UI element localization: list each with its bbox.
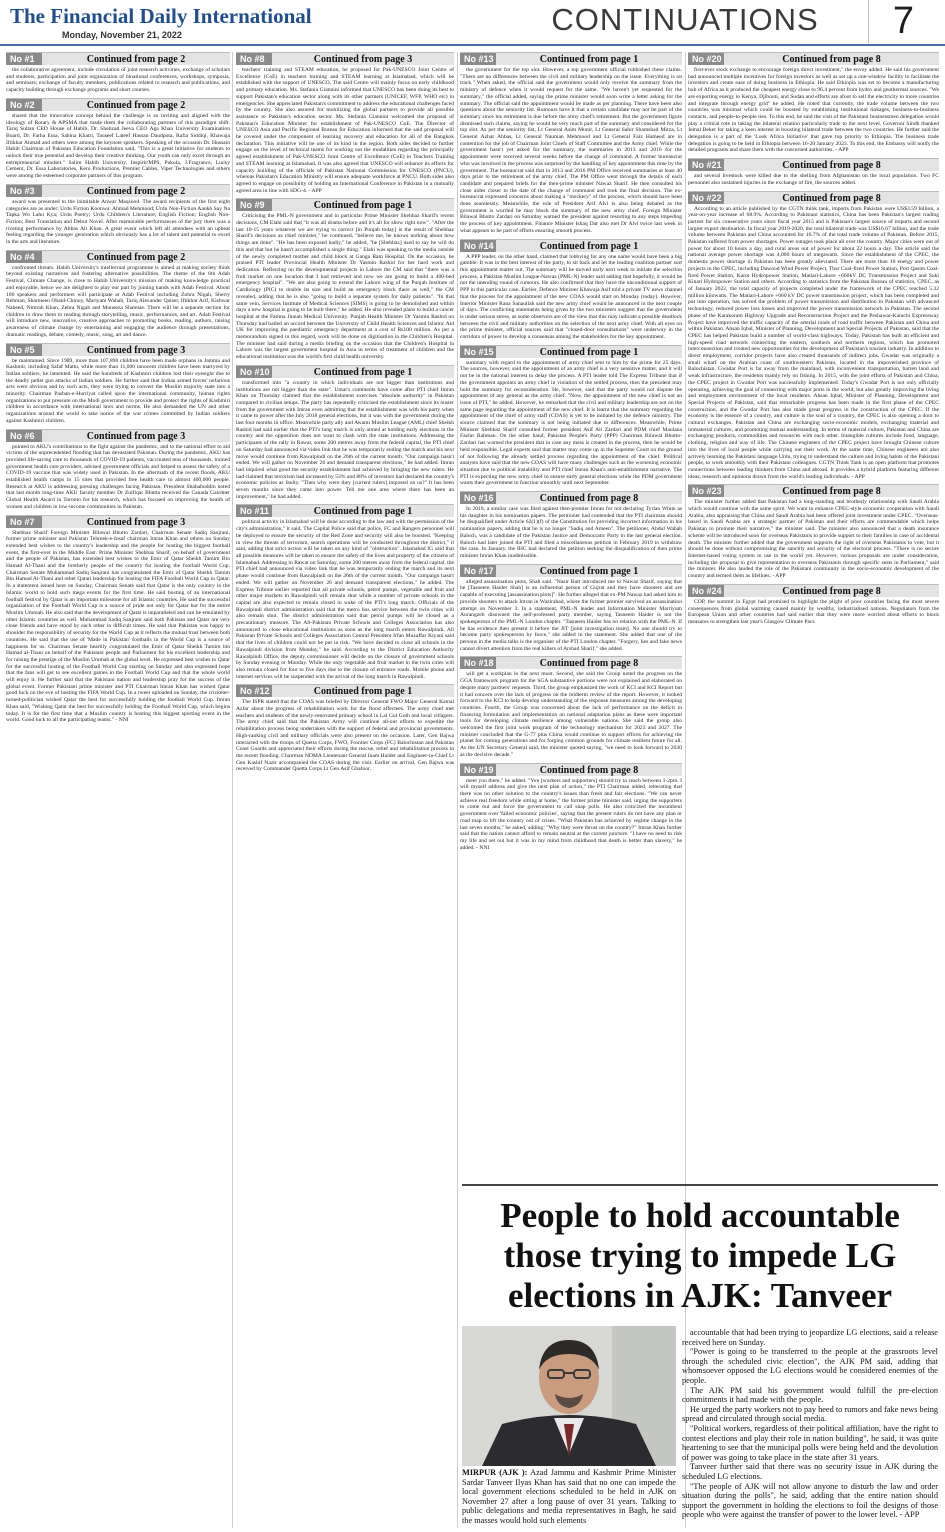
continuation-story — [688, 52, 939, 154]
story-text: alleged assassination plots, Shah said. "Nasir Butt introduced me to Nawaz Sharif, saying that he [Tasneem Haider Shah] is an influential person of Gujrat and they have shooters and are capable of executing [assassination plots]". He further alleged that ex-PM Nawaz had asked him to provide shooters to attack Imran in Wazirabad, where the former premier survived an assassination attempt on November 3. In a statement, PML-N leader and Information Minister Marriyum Aurangzeb disowned the self-professed party member, saying Tasneem Haider is not the spokesperson of the PML-N London chapter. "Tasneem Haider has no relation with the PML-N. If he has evidence then present it before the JIT [joint investigation team]. No one should try to become party spokesperson by force," she added in the statement. She added that one of the persons in the media talks is the organiser of the PTI London chapter. "Forgery, lies and fake news cannot divert attention from the real killers of Arshad Sharif," she added. — [460, 578, 682, 652]
story-kicker — [6, 429, 230, 442]
lead-story-paragraph: Tanveer further said that there was no security issue in AJK during the scheduled LG elections. — [682, 1462, 938, 1481]
continued-page-number: 2 — [180, 185, 186, 197]
story-number: No #7 — [6, 516, 42, 528]
continued-from-label — [496, 657, 682, 669]
story-kicker — [236, 365, 454, 378]
continuation-story — [6, 98, 230, 180]
continued-label-text: Continued from page — [539, 240, 631, 252]
continued-from-label — [496, 492, 682, 504]
story-text: meet you there," he added. "You [workers and supporters] should try to reach between 1-2pm. I will myself address and give the next plan of action," the PTI Chairman added, reiterating that there was no other solution to the country's issues than fresh and fair elections. "We can never achieve real freedom while sitting at home," the former prime minister said, urging the supporters to come out and force the government to call snap polls. He also criticized the incumbent government over 'failed economic policies', saying that the present rulers do not have any plan or road map to lift the country out of crises. "What Pakistan has achieved by regime change in the last seven months," he asked, adding: "Why they were thrust on the country?" Imran Khan further said that the nation cannot afford to remain neutral at the current juncture. "I have no need to risk my life and set out but it was in my mind from childhood that death is better than slavery," he added. - NNI — [460, 777, 682, 851]
continued-from-label — [724, 485, 939, 497]
story-text: first-ever stock exchange to encourage foreign direct investment," the envoy added. He said his government had announced multiple incentives for foreign investors as well as set up a one-window facility to facilitate the investors and create ease of doing business in Ethiopia. He said Ethiopia was set to become a manufacturing hub of Africa as it produced the cheapest energy close to 96.4 percent from hydro and geothermal sources. "We are exporting energy to Kenya, Djibouti, and Sudan and efforts are afoot to sell the electricity to more countries and integrate through energy grid" he added. He noted that currently, the trade volume between the two countries was minimal which could be boosted by establishing institutional linkages, business-to-business contacts, and people-to-people ties. To this end, he said the visit of the Pakistani businessmen delegation would play a critical role in taking the bilateral relation particularly trade to the next level. Governor Sindh thanked Jemal Beker for taking a keen interest in boosting bilateral trade between the two countries. He further said the delegation is a part of the 'Look Africa Initiative' that gave top priority to Ethiopia. The business trade delegation is going to be held in Ethiopia between 16-20 January 2023. To this end, the Embassy will notify the detailed programs and share them with the concerned authorities. - APP — [688, 67, 939, 154]
continued-label-text: Continued from page — [86, 516, 178, 528]
story-number: No #23 — [688, 485, 724, 497]
continued-page-number: 3 — [180, 430, 186, 442]
continued-page-number: 1 — [633, 54, 639, 65]
lead-story-paragraph: accountable that had been trying to jeopardize LG elections, said a release received here on Sunday. — [682, 1328, 938, 1347]
continuation-story — [236, 365, 454, 501]
story-text: Shehbaz Sharif Foreign Minister Bilawal Bhutto Zardari, Chairman Senate Sadiq Sanjrani, former prime minister and Pakistan Tehreek-e-Insaf chairman Imran Khan and others on Sunday extended best wishes to the country's leadership and the people for hosting the biggest football event, the first-ever in the Middle East. Prime Minister Shehbaz Sharif, on behalf of government and the people of Pakistan, has extended best wishes to the Emir of Qatar Sheikh Tamim Bin Hamad Al-Thani and the brotherly people of the country for hosting the football World Cup. Chairman Senate Muhammad Sadiq Sanjrani has congratulated the Emir of Qatar Sheikh Tamim Bin Hamad Al-Thani and other Qatari leadership for hosting the FIFA Football World Cup in Qatar. In a statement issued here on Sunday, Chairman Senate said that Qatar is the only country in the Islamic world to hold such mega events for the first time. He said hosting of an international football festival by Qatar is an important milestone for all Islamic countries. He said the successful organization of the Football World Cup is a source of pride not only for Qatar but for the entire Muslim Ummah. He also said that the development of Qatar is unparalleled and can be emulated by other Islamic countries as well. Muhammad Sadiq Sanjrani said both Pakistan and Qatar are very close friends and have stood by each other in difficult times. He said that Pakistan was happy to shoulder the responsibility of security for the World Cup as it reflects the mutual trust between both countries. He said that the use of 'Made in Pakistan' footballs in the World Cup is a source of happiness for us. Chairman Senate heartily congratulated the Emir of Qatar Sheikh Tamim bin Hamad al-Thani on behalf of the Pakistani people and Parliament for his excellent leadership and for raising the prestige of the Muslim Ummah at the global level. He expressed best wishes to Qatar for the successful hosting of the Football World Cup starting on Sunday and also expressed hope that the fans will get to see excellent games in the Football World Cup and that the whole world will enjoy it. He further said that the Pakistani nation and leadership pray for the success of the global event. Former Pakistani prime minister and PTI Chairman Imran Khan has wished Qatar good luck on the eve of hosting the FIFA World Cup. In a tweet uploaded on Sunday, the cricketer-turned-politician wished Qatar the best for successfully holding the football World Cup. Imran Khan said, "Wishing Qatar the best for successfully holding the Football World Cup, which begins today. It is for the first time that a Muslim country is hosting this biggest sporting event in the world. Good luck to all the participating teams." - NNI — [6, 529, 230, 724]
continued-from-label — [496, 346, 682, 358]
story-text: The minister further added that Pakistan had a long-standing and brotherly relationship with Saudi Arabia which would continue with the same spirit. We want to enhance CPEC-style economic cooperation with Saudi Arabia, also appraising that China and Saudi Arabia had been offered joint investment under CPEC. "Overseas-based in Saudi Arabia are a strategic partner of Pakistan and their efforts are commendable which helps Pakistan to promote their narrative," the minister said. The minister also announced that a death insurance scheme will be introduced soon for overseas Pakistanis to provide support to their families in case of accidental death. The minister further added that the government supports the right of overseas Pakistanis to vote, but it should be done without compromising the sanctity and security of the electoral process. "There is no secure Internet-based voting system in use in the world yet. However, various proposals are under consideration, including the proposal to give representation to overseas Pakistanis through specific seats in Parliament," said the minister. He also lauded the role of the Pakistani community in the socio-economic development of the country and termed them as lifelines. - APP — [688, 499, 939, 580]
story-kicker — [6, 250, 230, 263]
lead-story-caption — [462, 1468, 676, 1526]
continued-from-label — [724, 192, 939, 204]
story-text: teachers' training and STEAM education, he proposed for Pak-UNESCO Joint Centre of Excellence (CoE) in teachers training and STEAM learning at Islamabad, which will be established with the support of UNESCO. The said Centre will mainly focus on early childhood and primary education. Ms. Stefania Giannini informed that UNESCO has been doing its best to support Pakistan's education sector along with its other partners (UNICEF, WFP, WHO etc) in emergencies. She appreciated Pakistan's commitment to address the educational challenges faced by the country. She also assured for mobilizing the global partners to provide all possible assistance to Pakistan's education sector. Ms. Stefania Giannini welcomed the proposal of Pakistan's Education Minister for establishment of Pak-UNESCO CoE. The Director of UNESCO Asia and Pacific Regional Bureau for Education informed that the said proposal will be covered under the component of learning recovery and education for all of the Bangkok declaration. This initiative will be one of its kind in the region. Both sides decided to further engage on the level of technical teams for working out the modalities regarding the principally agreed establishment of Pak-UNESCO Joint Centre of Excellence (CoE) in Teachers Training and STEAM learning at Islamabad. It was also agreed that UNESCO will enhance its efforts for capacity building of the officials of Pakistan National Commission for UNESCO (PNCU), whereas Pakistan's Education Ministry will ensure adequate workforce at PNCU. Both sides also agreed to engage on possibility of holding an International Conference in Pakistan in a mutually agreed area in line with SDG-4. - APP — [236, 67, 454, 194]
continued-label-text: Continued from page — [86, 430, 178, 442]
column-1 — [6, 52, 230, 1528]
page-number: 7 — [868, 0, 938, 43]
story-number: No #2 — [6, 99, 42, 111]
story-kicker — [236, 504, 454, 517]
story-text: Criticising the PML-N government and in particular Prime Minister Shehbaz Sharif's recent decisions, CM Elahi said that "it was all drama before and it's all for show right now". "After the last 10-15 years whatever we are trying to correct [in Punjab today] is the result of Shehbaz Sharif's decisions as chief minister," he continued, "believe me, he knows nothing about how things are done". "He has been exposed badly," he added, "he [Shehbaz] used to say he will do this and that but he hasn't accomplished a single thing." Elahi was speaking to the media outside of the newly completed mother and child block at Ganga Ram Hospital. On the occasion, he praised PTI leader Provincial Health Minister Dr Yasmin Rashid for her hard work and dedication. Reflecting on the developmental projects in Lahore the CM said that "there was a fruit market on one location that I had retrieved and now we are going to build a 400-bed emergency hospital". "We are also going to extend the Lahore wing of the Punjab Institute of Cardiology (PIC) to double its size and build an emergency block there as well," the CM revealed, adding that he is also "going to build a separate system for daily patients". "In that same vein, Services Institute of Medical Sciences [SIMS] is going to be demolished and within days a new hospital is going to be built there," he added. He also revealed plans to build a cancer hospital at the Fatima Jinnah Medical University. Punjab Health Minister Dr Yasmin Rashid on Thursday had hailed an accord between the University of Child Health Sciences and Islamic Aid UK for improving the paediatric emergency department at a cost of Rs100 million. As per a memorandum signed in this regard, work will be done on digitisation in the Children's Hospital. The minister had said during a media briefing on the occasion that the Children's Hospital in Lahore was the largest government hospital in Asia in terms of treatment of children and the educational institution was the world's first child health university. — [236, 213, 454, 361]
issue-date: Monday, November 21, 2022 — [62, 30, 182, 40]
continuation-story — [236, 504, 454, 680]
continued-from-label — [724, 53, 939, 65]
continuation-story — [688, 191, 939, 481]
continuation-story — [460, 656, 682, 758]
lead-story-headline-box — [462, 1184, 938, 1324]
continued-page-number: 8 — [875, 585, 881, 597]
continued-label-text: Continued from page — [86, 185, 178, 197]
lead-story-body — [682, 1328, 938, 1520]
continuation-story — [236, 684, 454, 773]
lead-story-paragraph: "Political workers, regardless of their political affiliation, have the right to contest elections and play their role in nation building", he said, it was quite heartening to see that the municipal polls were being held and the devolution of power was going to take place in the state after 31 years. — [682, 1423, 938, 1462]
continued-page-number: 1 — [407, 506, 413, 518]
story-number: No #14 — [460, 240, 496, 252]
story-text: In 2018, a similar case was filed against then-premier Imran for not declaring Tyrian White as his daughter in his nomination papers. The petitioner had contended that the PTI chairman should be disqualified under Article 62(1)(f) of the Constitution for providing incorrect information in his nomination papers, adding that he is no longer "Sadiq and Ameen". The petitioner, Abdul Wahab Baloch, was a candidate of the Pakistan Justice and Democratic Party in the last general election. Baloch had later joined the PTI and filed a miscellaneous petition in February 2019 to withdraw the case. In January, the IHC had declared the petition seeking the disqualification of then prime minister Imran Khan inadmissible. — [460, 506, 682, 559]
story-kicker — [460, 564, 682, 577]
story-number: No #16 — [460, 492, 496, 504]
story-number: No #8 — [236, 53, 272, 65]
story-kicker — [688, 52, 939, 65]
story-kicker — [6, 343, 230, 356]
story-number: No #10 — [236, 366, 272, 378]
continuation-story — [460, 564, 682, 653]
continued-page-number: 8 — [875, 192, 881, 204]
story-number: No #9 — [236, 199, 272, 211]
story-kicker — [236, 198, 454, 211]
story-text: summary with regard to the appointment of army chief sent to him by the prime for 25 days. The sources, however, said the appointment of an army chief is a very sensitive matter, and it will not be in the national interest to delay the process. A PTI leader told The Express Tribune that if the government appoints an army chief in violation of the settled process, then the president may hold the summary for reconsideration. He, however, said that the party would not dispute the appointment of any general as the army chief. "Now, the appointment of the new chief is not an issue of PTI," he added. However, he remarked that the civil and military leadership are not on the same page regarding the appointment of the new chief. It is learnt that the summary regarding the appointment of the chief of army staff (COAS) is yet to be initiated by the defence ministry. The source claimed that the summary is not being initiated due to differences. Meanwhile, Prime Minister Shehbaz Sharif consulted former president Asif Ali Zardari and PDM chief Maulana Fazlur Rahman. On the other hand, Pakistan People's Party (PPP) Chairman Bilawal Bhutto-Zardari has warned the president that in case any mess is created in the process, then he would be held responsible. Legal experts said that matter may come up in the Supreme Court on the ground of not following the already settled process regarding the appointment of the chief. Political analysts have said that the new COAS will have many challenges such as the worsening economic situation due to political instability and PTI chief Imran Khan's anti-establishment narrative. The PTI is expecting the new army chief to ensure early general elections while the PDM government wants their government to function smoothly until next September. — [460, 359, 682, 487]
continued-page-number: 1 — [407, 366, 413, 378]
continued-label-text: Continued from page — [782, 160, 874, 172]
continued-label-text: Continued from page — [782, 585, 874, 597]
story-text: COP, the summit in Egypt had promised to highlight the plight of poor countries facing the most severe consequences from global warming caused mainly by wealthy, industrialised nations. Negotiators from the European Union and other countries had said earlier that they were more worried about efforts to block measures to strengthen last year's Glasgow Climate Pact. — [688, 598, 939, 625]
continuation-story — [688, 158, 939, 186]
continued-label-text: Continued from page — [539, 493, 631, 505]
continued-label-text: Continued from page — [539, 764, 631, 776]
continuation-story — [6, 250, 230, 339]
continued-label-text: Continued from page — [782, 486, 874, 498]
continued-label-text: Continued from page — [86, 54, 178, 65]
continuation-story — [6, 52, 230, 94]
lead-story-paragraph: The AJK PM said his government would fulfill the pre-election commitments it had made with the people. — [682, 1385, 938, 1405]
caption-dateline: MIRPUR (AJK ): — [462, 1468, 528, 1477]
continued-from-label — [724, 159, 939, 171]
story-text: be maintained. Since 1989, more than 107,890 children have been made orphans in Jammu and Kashmir, including Safaf Mattu, while more than 11,000 innocent children have been martyred by Indian soldiers, he lamented. He said the hundreds of Kashmiri children lost their eyesight due to the deadly pellet gun attacks of Indian soldiers. He further said that Indian armed forces' nefarious acts were obvious and by such acts, they were trying to convert the Muslim majority state into a minority. Chairman Pasban-e-Hurriyat called upon the international community, human rights organizations to put pressure on the Modi government to provide and protect the rights of Kashmiri children in accordance with international laws and norms. He also demanded the UN and other organizations around the world to take notice of the war crimes committed by Indian soldiers against Kashmiri children. — [6, 357, 230, 424]
continued-from-label — [42, 53, 230, 65]
story-kicker — [236, 684, 454, 697]
continued-page-number: 1 — [633, 346, 639, 358]
continuation-story — [688, 584, 939, 626]
story-number: No #20 — [688, 53, 724, 65]
continued-page-number: 3 — [180, 516, 186, 528]
continued-page-number: 1 — [407, 200, 413, 212]
continuation-story — [6, 343, 230, 425]
continued-page-number: 1 — [633, 240, 639, 252]
story-kicker — [236, 52, 454, 65]
story-number: No #22 — [688, 192, 724, 204]
continued-label-text: Continued from page — [782, 54, 874, 65]
continued-label-text: Continued from page — [86, 344, 178, 356]
continued-page-number: 2 — [180, 99, 186, 111]
story-number: No #1 — [6, 53, 42, 65]
continuation-story — [460, 763, 682, 852]
story-kicker — [460, 491, 682, 504]
continued-page-number: 1 — [407, 686, 413, 698]
continued-page-number: 8 — [875, 54, 881, 65]
story-text: political activity in Islamabad will be done according to the law and with the permission of the city's administration," it said. The Capital Police said that police, FC and Rangers personnel will be deployed to ensure the security of the Red Zone and security will also be boosted. "Keeping in view the threats of terrorism, search operations will be conducted throughout the district," it said, adding that strict action will be taken on any kind of "obstruction". Islamabad IG said that all possible measures will be taken to ensure the safety of the lives and property of the citizens of Islamabad. Addressing in Rawat on Saturday, some 200 metres away from the federal capital, the PTI chief had announced via video link that he was temporarily ending the march and its next phase would continue from Rawalpindi on the 26th of the current month. "Our campaign hasn't ended. We will gather on November 26 and demand transparent elections," he added. The Express Tribune earlier reported that all private schools, petrol pumps, vegetable and fruit and other major markets in Rawalpindi will remain shut while a number of private schools in the capital are also expected to remain closed in wake of the PTI's long march. Officials of the Rawalpindi district administration said that the metro bus service between the twin cities will also remain shut. The district administration said that petrol pumps will be closed as a precautionary measure. The All-Pakistan Private Schools and Colleges Association has also announced to close educational institutions as soon as the long march enters Rawalpindi. All Pakistan Private Schools and Colleges Association Central President Irfan Muzaffar Kiyani said that the lives of children could not be put in risk. "We have decided to close all schools in the Rawalpindi division from Monday," he said. According to the District Education Authority Rawalpindi Office, the deputy commissioner will decide on the closure of government schools by Sunday evening or Monday. While the only vegetable and fruit market in the twin cities will also remain closed for four to five days due to the closure of entrance roads. Mobile phone and internet services will be suspended with the arrival of the long march in Rawalpindi. — [236, 519, 454, 680]
continued-page-number: 3 — [407, 54, 413, 65]
column-rule — [232, 52, 233, 1528]
continuation-story — [460, 491, 682, 560]
continuation-story — [6, 429, 230, 511]
story-kicker — [460, 656, 682, 669]
caption-text: Azad Jammu and Kashmir Prime Minister Sardar Tanveer Ilyas Khan has said that no one can impede the local government elections scheduled to be held in AJK on November 27 after a long pause of over 31 years. Talking to public delegations and media representatives in Bagh, he said the masses would hold such elements — [462, 1468, 676, 1525]
continued-page-number: 8 — [875, 160, 881, 172]
story-kicker — [460, 52, 682, 65]
story-number: No #24 — [688, 585, 724, 597]
continued-from-label — [272, 505, 454, 517]
continued-page-number: 8 — [633, 764, 639, 776]
story-kicker — [460, 345, 682, 358]
lead-story-paragraph: "Power is going to be transferred to the people at the grassroots level through the scheduled civic election", the AJK PM said, adding that whomsoever opposed the LG elections would be considered enemies of the people. — [682, 1347, 938, 1385]
continued-page-number: 3 — [180, 344, 186, 356]
story-kicker — [688, 484, 939, 497]
story-text: will get a workplan in the next moot. Second, she said the Group noted the progress on the GGA framework program for the SGA substantive portions were not explained and elaborated on despite many partners' requests. Third, the group emphasized the work of KCI and KCI Report but it had concern over the lack of progress on the midterm review of the report. However, it looked forward to the KCI to help develop understanding of the response measures among the developing countries. Fourth, the Group was concerned about the lack of performance on the deficit in financing formulation and implementation on national adaptation plans as these were important tools for developing climate resilience among vulnerable nations. She said the group also welcomed the first joint work program of the technology mechanism for 2023 and 2027. The minister concluded that the G-77 plus China would continue to support efforts for achieving the planet for coming generations and for forging common grounds for climate resilient future for all. As the UN Secretary General said, the minister quoted saying, "we need to look forward to 2030 as the decisive decade." — [460, 671, 682, 758]
continued-label-text: Continued from page — [313, 686, 405, 698]
continued-from-label — [272, 199, 454, 211]
story-kicker — [6, 52, 230, 65]
continued-from-label — [496, 565, 682, 577]
continued-from-label — [42, 430, 230, 442]
continued-from-label — [42, 99, 230, 111]
continued-label-text: Continued from page — [539, 346, 631, 358]
paper-name: The Financial Daily International — [10, 4, 312, 28]
portrait-illustration — [462, 1326, 676, 1466]
continued-from-label — [42, 251, 230, 263]
story-number: No #11 — [236, 505, 272, 517]
continued-page-number: 8 — [633, 493, 639, 505]
continued-from-label — [496, 240, 682, 252]
story-text: The ISPR stated that the COAS was briefed by Director General FWO Major General Kamal Azfar about the progress of rehabilitation work for the flood affectees. The army chief met teachers and students of the newly-renovated primary school in Lal Gul Goth and local villagers. The army chief said that the Pakistan Army will continue all-out efforts to expedite the rehabilitation process being undertaken with the support of federal and provincial governments. High-ranking civil and military officials were also present on the occasion. Later, Gen Bajwa interacted with the troops of Quetta Corps, FWO, Frontier Corps (FC) Balochistan and Pakistan Coast Guards and appreciated their efforts during the rescue, relief and rehabilitation process in the recent flooding. Chairman NDMA Lieutenant General Inam Haider and Engineer-in-Chief Lt Gen Kashif Nazir accompanied the COAS during the visit. Earlier on arrival, Gen Bajwa was received by Commander Quetta Corps Lt Gen Asif Ghafoor. — [236, 699, 454, 773]
story-number: No #18 — [460, 657, 496, 669]
story-kicker — [460, 763, 682, 776]
story-number: No #13 — [460, 53, 496, 65]
story-number: No #19 — [460, 764, 496, 776]
continued-label-text: Continued from page — [539, 54, 631, 65]
continuation-story — [688, 484, 939, 579]
story-number: No #15 — [460, 346, 496, 358]
story-text: pointed to AKU's contributions to the fight against the pandemic, and to the national effort to aid victims of the unprecedented flooding that has devastated Pakistan. During the pandemic, AKU has provided life-saving care to thousands of COVID-19 patients, vaccinated tens of thousands, trained government health care providers, advised government officials and helped to assess the safety of a COVID-19 vaccine that was widely used in Pakistan. In the aftermath of the recent floods, AKU established health camps in 15 sites that provided free health care to almost 400,000 people. Research at AKU is addressing pressing challenges facing Pakistan. President Shahabuddin noted that last month long-time AKU faculty member Dr Zulfiqar Bhutta received the Canada Gairdner Global Health Award in Toronto for his research, which has focused on improving the health of women and children in low-income communities in Pakistan. — [6, 443, 230, 510]
continuation-story — [6, 515, 230, 724]
continued-from-label — [724, 585, 939, 597]
story-number: No #17 — [460, 565, 496, 577]
continued-from-label — [42, 185, 230, 197]
story-text: According to an article published by the CGTN think tank, imports from Pakistan were US$3.59 billion, a year-on-year increase of 68.9%. According to Pakistani statistics, China has been Pakistan's largest trading partner for six consecutive years since fiscal year 2015 and is Pakistan's largest source of imports and second largest export destination. In fiscal year 2019-2020, the total bilateral trade was US$16.67 billion, and the trade volume between Pakistan and China accounted for 16.7% of the total trade volume of Pakistan. Before 2015, Pakistan suffered from power shortages. Power outages took place all over the country. Major cities were out of power for about 10 hours a day, and rural areas out of power for about 22 hours a day. The article said the national average power shortage was 4,000 hours of megawatts. Since the establishment of the CPEC, the domestic power shortage in Pakistan has been greatly alleviated. There are more than 10 energy and power projects in the CPEC, including Dawood Wind Power Project, Thar Coal-fired Power Station, Port Qasim Coal-fired Power Station, Karot Hydropower Station, Matiari-Lahore +660kV DC Transmission Project and Suki Kinari Hydropower Station and others. According to statistics from the Pakistan Bureau of statistics, CPEC, as of January 2022, the total capacity of projects completed under the framework of the CPEC reached 5.32 million kilowatts. The Matiari-Lahore +660 kV DC power transmission project, which has been completed and put into operation, has solved the problem of power transmission and distribution in Pakistan with advanced technology, reduced power loss losses and improved the power transmission network in Pakistan. The second phase of the Karakoram Highway Upgrade and Reconstruction Project and the Peshawar-Karachi Expressway Project have improved the traffic capacity of the arterial roads of road traffic between Pakistan and China and within Pakistan. Ahsan Iqbal, Minister of Planning, Development and Special Projects of Pakistan, said that the CPEC has helped Pakistan build a number of world-class highways. Today, Pakistan has built an efficient and high-speed road network connecting the eastern, southern and northern regions, which has promoted interconnection and created new opportunities for the development of Pakistan's tourism industry. In addition to direct employment, corridor projects have also created thousands of indirect jobs. Gwadar was originally a small wharf on the Arabian coast of southwestern Pakistan, located in the impoverished province of Balochistan. Gwadar Port is far away from the mainland, with inconvenient transportation, barren land and weak infrastructure, the residents mainly rely on fishing. In 2015, with the joint efforts of Pakistan and China, the CPEC project in Gwadar Port was successfully implemented. Today's Gwadar Port is not only officially operating, achieving the goal of connecting with major ports in the world, but also greatly improving the living and employment environment of the local residents. Ahsan Iqbal, Minister of Planning, Development and Special Projects of Pakistan, said that remarkable progress has been made in the first phase of the CPEC construction, and the Gwadar Port has also made great progress in the construction of the CPEC. If the economy is the essence of a country, and culture is the soul of a country, the CPEC is also opening a door to cultural exchanges. Pakistan and China are exchanging socio-economic models, exchanging material and immaterial cultures, and promoting mutual understanding. In terms of material culture, Pakistan and China are exchanging products, commodities and resources with each other. Intangible cultures include food, language, clothing, religion and way of life. The Chinese engineers of the CPEC project have brought Chinese culture into the lives of local people while carrying out their work. At the same time, Chinese engineers are also actively learning the Pakistani language Urdu, trying to understand the culture and living habits of the Pakistani people, to work smoothly with their Pakistani colleagues. CGTN Think Tank is an open platform that promotes connections between leading thinkers from China and abroad. It provides a hybrid platform featuring different ideas, research and opinions drawn from the world's leading individuals. - APP — [688, 205, 939, 480]
story-number: No #4 — [6, 251, 42, 263]
continued-label-text: Continued from page — [313, 366, 405, 378]
continued-from-label — [272, 685, 454, 697]
continued-page-number: 8 — [875, 486, 881, 498]
continued-from-label — [496, 53, 682, 65]
continued-label-text: Continued from page — [86, 251, 178, 263]
story-number: No #21 — [688, 159, 724, 171]
story-kicker — [688, 191, 939, 204]
continued-label-text: Continued from page — [539, 565, 631, 577]
continued-from-label — [272, 53, 454, 65]
continuation-story — [236, 198, 454, 360]
continued-label-text: Continued from page — [539, 658, 631, 670]
story-kicker — [6, 515, 230, 528]
story-text: A PPP leader, on the other hand, claimed that lobbying for any one name would have been a big gamble. It was in the best interest of the party, to sit back and let the leading coalition partner sort this appointment matter out. The summary will be moved early next week to initiate the selection process, a Pakistan Muslim League-Nawaz (PML-N) leader said adding that hopefully, it would be not the unending round of rumours. He also confirmed that they have the unconditional support of PPP in this particular case. Earlier, Defence Minister Khawaja Asif told a private TV news channel that the process for the appointment of the new COAS would start on Monday (today). However, Interior Minister Rana Sanaullah said the new army chief would be announced in the next couple of days. The conflicting statements being given by the two ministers suggest that the government is under serious stress, as some observers are of the view that this may indicate a possible deadlock between the civil and military authorities on the selection of the next army chief. With all eyes on the prime minister, official sources said that "closed-door consultations" were underway in the corridors of power to develop a consensus among the stakeholders for the key appointment. — [460, 253, 682, 341]
section-title: CONTINUATIONS — [551, 2, 819, 37]
continued-label-text: Continued from page — [313, 54, 405, 65]
continued-from-label — [42, 344, 230, 356]
story-text: and several livestock were killed due to the shelling from Afghanistan on the local population. Two FC personnel also sustained injuries in the exchange of fire, the sources added. — [688, 173, 939, 186]
story-text: shared that the innovative concept behind the challenge is so inviting and aligned with the ideology of Rotary & APSMA that made them the collaborating partners of this paradigm shift. Tariq Sultan CEO House of Habib, Dr. Shehzad Jeeva CEO Aga Khan University Examination Board, Dr. Farha Essa, Sabina Khatri, Tauseef Lateef Hassan Daudpota, Rafia Siddiqi, Khawaja Iftikhar Ahmad and others were among the keynote speakers. Speaking of the occasion Dr. Hussain Habib Chairman of Pakistan Education Foundation said, "This is a great initiative for students to unlock their true potential and develop their creative thinking. Our youth can only excel through an entrepreneurial mindset." Salim Habib University, Inspirit/MPS, Pakola, J.Fragrance, Lucky Cement, Dr. Essa Laboratories, Kero Productions, Premier Cables, Viper Technologies and others were among the esteemed corporate partners of this program. — [6, 112, 230, 180]
continuation-story — [236, 52, 454, 194]
continued-label-text: Continued from page — [86, 99, 178, 111]
lead-story-headline: People to hold accountable those trying to impede LG elections in AJK: Tanveer — [500, 1196, 900, 1315]
story-kicker — [6, 184, 230, 197]
continuation-story — [460, 52, 682, 235]
continued-page-number: 2 — [180, 251, 186, 263]
continued-label-text: Continued from page — [313, 200, 405, 212]
story-text: confronted threats. Habib University's intellectual programme is aimed at making society think beyond existing narratives and fostering alternative possibilities. The theme of the 6th Adab Festival, Climate Change, is close to Habib University's mission of making knowledge practical and enjoyable, hence we are delighted to play our part by joining hands with Adab Festival. About 100 speakers and performers will participate at Adab Festival including Zohra Nigah, Sherry Rehman, Sharmeen Obaid-Chinoy, Mariyam Wahab, Tariq Alexander Qaiser, Iftikhar Arif, Kishwar Naheed, Nimrah Khan, Zehra Nigah and Muneeza Shamsie. There will be a separate section for children to draw them to reading through storytelling, music, performances, and art. Adab Festival will introduce new, innovative, creative approaches to promoting books, reading, authors, raising awareness of climate change by entertaining and engaging the audience through presentations, dramatic readings, debate, comedy, music, song, art and dance. — [6, 264, 230, 338]
lead-story-paragraph: He urged the party workers not to pay heed to rumors and fake news being spread and circulated through social media. — [682, 1404, 938, 1424]
lead-story-paragraph: "The people of AJK will not allow anyone to disturb the law and order situation during the polls", he said, adding that the entire nation should support the government in holding the elections to foil the designs of those people who were against the transfer of power to the lower level. - APP — [682, 1481, 938, 1520]
story-text: award was presented to the inimitable Anwar Maqsood. The award recipients of the first eight categories are as under: Urdu Fiction Koonwa: Ahmad Mehmood; Urdu Non-Fiction Aankh Say Na Tapka Wo Lahu Kya; Urdu Poetry; Urdu Children's Literature; English Fiction; English Non-Fiction; Best Translation and Debut Novel. After memorable performances of the jury there was a riveting performance by Abbas Ali Khan. A great event which left all attendees with an upbeat feeling regarding the younger generation which obviously has a lot of talent and potential to excel in the arts and literature. — [6, 198, 230, 246]
story-kicker — [688, 158, 939, 171]
continued-label-text: Continued from page — [782, 192, 874, 204]
story-number: No #12 — [236, 685, 272, 697]
story-number: No #5 — [6, 344, 42, 356]
continued-page-number: 8 — [633, 658, 639, 670]
continued-from-label — [496, 764, 682, 776]
continuation-story — [460, 345, 682, 487]
lead-story-photo — [462, 1326, 676, 1466]
continuation-story — [6, 184, 230, 246]
column-2 — [236, 52, 454, 1528]
story-text: transformed into "a country in which individuals are not bigger than institutions and institutions are not bigger than the state". Umar's comments have come after PTI chief Imran Khan on Thursday claimed that the establishment exercises "absolute authority" in Pakistan compared to civilian setups. The party has repeatedly criticised the establishment since its ouster from the government with Imran even admitting that the establishment was with his party when it came to power after the July 2018 general elections, but it was with the government during the last four months in office. Meanwhile party ally and Awami Muslim League (AML) chief Sheikh Rashid had said earlier that the PTI's long march is only aimed at holding early elections in the country and the opposition does not want to clash with the state institutions. Addressing the participants of the rally in Rawat, some 200 metres away from the federal capital, the PTI chief on Saturday had announced via video link that he was temporarily ending the march and his next move would continue from Rawalpindi on the 26th of the current month. "Our campaign hasn't ended. We will gather on November 26 and demand transparent elections," he had added. Imran had inquired what good the security establishment had achieved by bringing the new rulers. He had claimed that terrorism had increased by 53% and 88% of investors had declared the country's economic policies as faulty. "Then why were they [current rulers] imposed on us?" It has been seven months since they came into power. Tell me one area where there has been an improvement," he had added. — [236, 379, 454, 500]
continued-page-number: 2 — [180, 54, 186, 65]
story-number: No #6 — [6, 430, 42, 442]
continued-label-text: Continued from page — [313, 506, 405, 518]
story-text: the collaborative agreement, include circulation of joint research activities, exchange of scholars and students, participation and joint organization of binational conferences, workshops, symposia, and seminars; exchange of faculty members, publications related to research and publications, and capacity building through exchange programs and short courses. — [6, 67, 230, 94]
story-kicker — [6, 98, 230, 111]
masthead — [0, 0, 945, 46]
continued-from-label — [272, 366, 454, 378]
column-rule — [457, 52, 458, 1528]
continued-page-number: 1 — [633, 565, 639, 577]
continuation-story — [460, 239, 682, 341]
story-text: the government for the top slot. However, a top government official rubbished these claims. "There are no differences between the civil and military leadership on the issue. Everything is on track." When asked, the official said the government would only receive the summary from the ministry of defence when it would request for the same. "We haven't yet requested for the summary," the official added, saying the prime minister would soon write a letter asking for the summary. The official said the appointment would be made as per planning. There have been also questions about the seniority list. Rumours have it that a certain candidate may not be part of the summary since his retirement is due before the army chief's retirement. But the government figure dismissed such claims, saying he would be very much part of the summary and considered for the top slot. As per the seniority list, Lt General Asim Munir, Lt General Sahir Shamshad Mirza, Lt General Azhar Abbas, Lt General Nauman Mehmood and Lt General Faiz Hameed are in contention for the job of Chairman Joint Chiefs of Staff Committee and the Army chief. While the government hasn't yet asked for the summary, the summaries in 2013 and 2016 for the appointment were received several weeks before the change of command. A former bureaucrat who was involved in the process was surprised by the handling of key appointment this time by the government. The bureaucrat said that in 2013 and 2016 PM Office received summaries at least 40 days prior to the retirement of the army chief. The PM Office went through the details of each candidate and prepared briefs for the then-prime minister Nawaz Sharif. He then consulted his close aides closer to the date of the change of command and took the final decision. The ex-bureaucrat expressed concerns about making a "mockery" of the process, which should have been done seamlessly. Meanwhile, the role of President Arif Alvi is also being debated as the government is worried he may block the summary of the new army chief. Foreign Minister Bilawal Bhutto Zardari on Saturday warned the president against resorting to any steps impeding the process of key appointment. Finance Minister Ishaq Dar also met Dr Alvi twice last week in what appears to be part of efforts ensuring smooth process. — [460, 67, 682, 234]
story-number: No #3 — [6, 185, 42, 197]
continued-from-label — [42, 516, 230, 528]
story-kicker — [688, 584, 939, 597]
story-kicker — [460, 239, 682, 252]
